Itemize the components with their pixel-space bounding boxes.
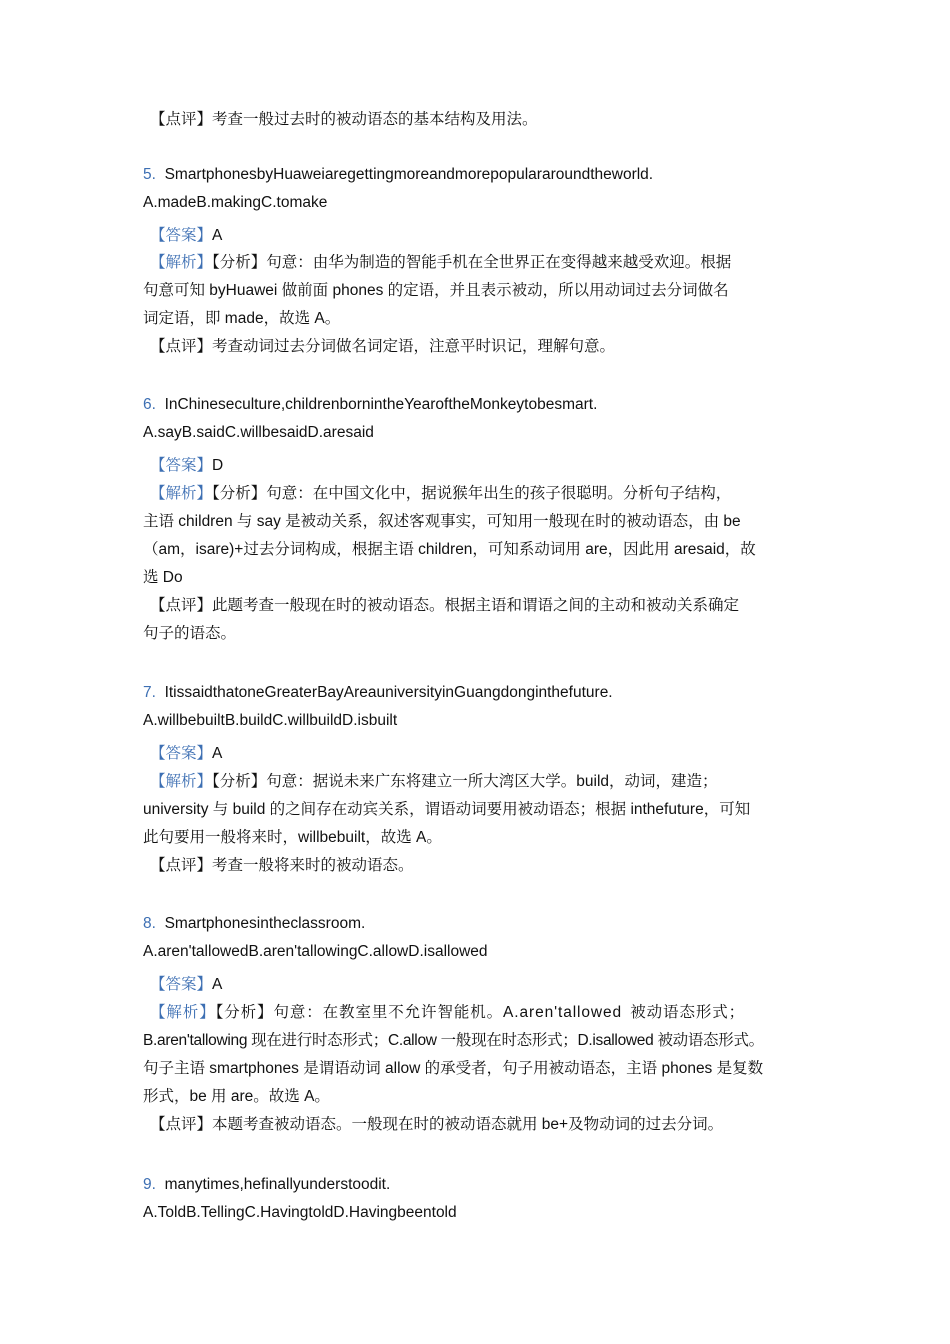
- question-text: Smartphonesintheclassroom.: [164, 915, 366, 932]
- question-6-stem: [143, 395, 597, 415]
- answer-line: [150, 975, 222, 995]
- answer-line: [150, 456, 223, 476]
- question-8-options: A.aren'tallowedB.aren'tallowingC.allowD.isallowed: [143, 943, 488, 960]
- question-number: 8.: [143, 915, 156, 932]
- analysis-line: 句意可知 byHuawei 做前面 phones 的定语，并且表示被动，所以用动词过去分词做名: [143, 282, 729, 299]
- analysis-line: 词定语，即 made，故选 A。: [143, 310, 341, 327]
- answer-line: [150, 744, 222, 764]
- question-text: InChineseculture,childrenbornintheYearoftheMonkeytobesmart.: [164, 396, 598, 413]
- analysis-tag: 【解析】: [150, 1004, 216, 1021]
- comment-line: 【点评】考查一般过去时的被动语态的基本结构及用法。: [150, 111, 538, 128]
- analysis-line: 主语 children 与 say 是被动关系，叙述客观事实，可知用一般现在时的被动语态，由 be: [143, 513, 741, 530]
- analysis-tag: 【解析】: [150, 485, 213, 502]
- question-text: manytimes,hefinallyunderstoodit.: [164, 1176, 391, 1193]
- answer-value: A: [212, 976, 223, 993]
- comment-line: 【点评】考查动词过去分词做名词定语，注意平时识记，理解句意。: [150, 338, 616, 355]
- analysis-text: 【分析】句意：由华为制造的智能手机在全世界正在变得越来越受欢迎。根据: [212, 254, 732, 271]
- analysis-line: [150, 484, 731, 504]
- question-8-stem: [143, 914, 365, 934]
- analysis-tag: 【解析】: [150, 773, 213, 790]
- answer-tag: 【答案】: [150, 745, 213, 762]
- analysis-line: 选 Do: [143, 569, 183, 586]
- question-text: SmartphonesbyHuaweiaregettingmoreandmorepopulararoundtheworld.: [164, 166, 654, 183]
- analysis-text: 【分析】句意：在中国文化中，据说猴年出生的孩子很聪明。分析句子结构，: [212, 485, 732, 502]
- question-6-options: A.sayB.saidC.willbesaidD.aresaid: [143, 424, 374, 441]
- question-5-options: A.madeB.makingC.tomake: [143, 194, 328, 211]
- question-number: 9.: [143, 1176, 156, 1193]
- question-number: 7.: [143, 684, 156, 701]
- analysis-line: university 与 build 的之间存在动宾关系，谓语动词要用被动语态；根据 inthefuture，可知: [143, 801, 751, 818]
- question-7-options: A.willbebuiltB.buildC.willbuildD.isbuilt: [143, 712, 398, 729]
- analysis-line: [150, 772, 718, 792]
- analysis-line: （am，isare)+过去分词构成，根据主语 children，可知系动词用 are，因此用 aresaid，故: [143, 541, 756, 558]
- question-7-stem: [143, 683, 613, 703]
- question-5-stem: [143, 165, 653, 185]
- question-9-options: A.ToldB.TellingC.HavingtoldD.Havingbeentold: [143, 1204, 457, 1221]
- answer-tag: 【答案】: [150, 457, 213, 474]
- analysis-text: 【分析】句意：在教室里不允许智能机。A.aren'tallowed 被动语态形式；: [215, 1004, 746, 1021]
- question-9-stem: [143, 1175, 390, 1195]
- answer-value: A: [212, 745, 223, 762]
- analysis-line: 句子主语 smartphones 是谓语动词 allow 的承受者，句子用被动语态，主语 phones 是复数: [143, 1060, 764, 1077]
- analysis-tag: 【解析】: [150, 254, 213, 271]
- answer-tag: 【答案】: [150, 976, 213, 993]
- analysis-text: 【分析】句意：据说未来广东将建立一所大湾区大学。build，动词，建造；: [212, 773, 718, 790]
- question-number: 6.: [143, 396, 156, 413]
- question-text: ItissaidthatoneGreaterBayAreauniversityinGuangdonginthefuture.: [164, 684, 613, 701]
- comment-line: 【点评】本题考查被动语态。一般现在时的被动语态就用 be+及物动词的过去分词。: [150, 1116, 724, 1133]
- answer-line: [150, 226, 222, 246]
- question-number: 5.: [143, 166, 156, 183]
- analysis-line: 形式，be 用 are。故选 A。: [143, 1088, 330, 1105]
- answer-value: D: [212, 457, 224, 474]
- comment-line: 句子的语态。: [143, 625, 237, 642]
- answer-tag: 【答案】: [150, 227, 213, 244]
- analysis-line: B.aren'tallowing 现在进行时态形式；C.allow 一般现在时态形式；D.isallowed 被动语态形式。: [143, 1032, 764, 1049]
- answer-value: A: [212, 227, 223, 244]
- comment-line: 【点评】考查一般将来时的被动语态。: [150, 857, 414, 874]
- analysis-line: 此句要用一般将来时，willbebuilt，故选 A。: [143, 829, 442, 846]
- analysis-line: [150, 253, 731, 273]
- analysis-line: [150, 1003, 745, 1023]
- comment-line: 【点评】此题考查一般现在时的被动语态。根据主语和谓语之间的主动和被动关系确定: [150, 597, 740, 614]
